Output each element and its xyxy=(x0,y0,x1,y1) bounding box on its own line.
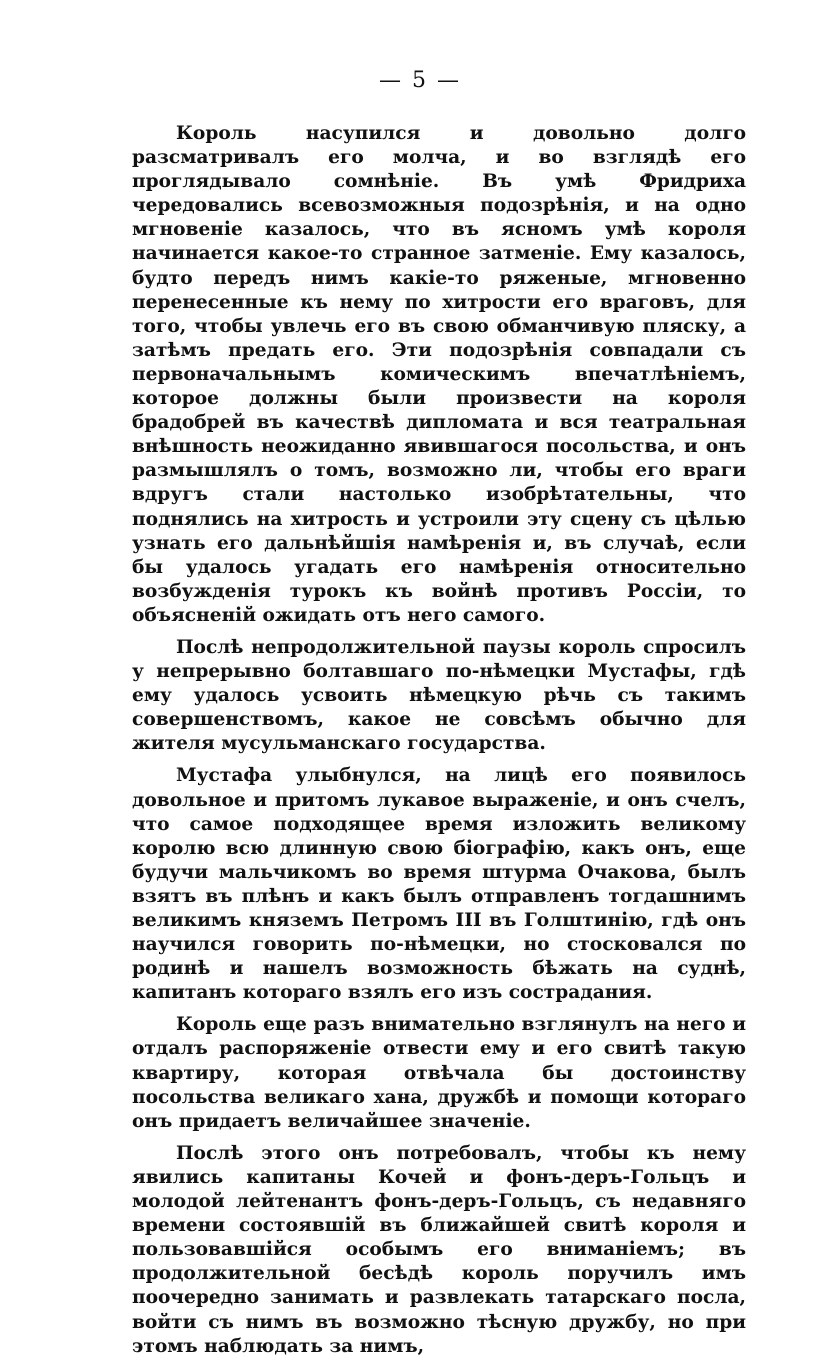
paragraph-5: Послѣ этого онъ потребовалъ, чтобы къ нему явились капитаны Кочей и фонъ-деръ-Гольцъ и молодой лейтенантъ фонъ-деръ-Гольцъ, съ недавняго времени состоявшій въ ближайшей свитѣ короля и пользовавшійся особымъ его вниманіемъ; въ продолжительной бесѣдѣ король поручилъ имъ поочередно занимать и развлекать татарскаго посла, войти съ нимъ въ возможно тѣсную дружбу, но при этомъ наблюдать за нимъ, xyxy=(132,1142,746,1357)
paragraph-1: Король насупился и довольно долго разсматривалъ его молча, и во взглядѣ его проглядывало сомнѣніе. Въ умѣ Фридриха чередовались всевозможныя подозрѣнія, и на одно мгновеніе казалось, что въ ясномъ умѣ короля начинается какое-то странное затменіе. Ему казалось, будто передъ нимъ какіе-то ряженые, мгновенно перенесенные къ нему по хитрости его враговъ, для того, чтобы увлечь его въ свою обманчивую пляску, а затѣмъ предать его. Эти подозрѣнія совпадали съ первоначальнымъ комическимъ впечатлѣніемъ, которое должны были произвести на короля брадобрей въ качествѣ дипломата и вся театральная внѣшность неожиданно явившагося посольства, и онъ размышлялъ о томъ, возможно ли, чтобы его враги вдругъ стали настолько изобрѣтательны, что поднялись на хитрость и устроили эту сцену съ цѣлью узнать его дальнѣйшія намѣренія и, въ случаѣ, если бы удалось угадать его намѣренія относительно возбужденія турокъ къ войнѣ противъ Россіи, то объясненій ожидать отъ него самого. xyxy=(132,123,746,626)
body-text xyxy=(132,122,746,1367)
page-number: — 5 — xyxy=(379,68,461,93)
paragraph-3: Мустафа улыбнулся, на лицѣ его появилось довольное и притомъ лукавое выраженіе, и онъ счелъ, что самое подходящее время изложить великому королю всю длинную свою біографію, какъ онъ, еще будучи мальчикомъ во время штурма Очакова, былъ взятъ въ плѣнъ и какъ былъ отправленъ тогдашнимъ великимъ княземъ Петромъ III въ Голштинію, гдѣ онъ научился говорить по-нѣмецки, но стосковался по родинѣ и нашелъ возможность бѣжать на суднѣ, капитанъ котораго взялъ его изъ сострадания. xyxy=(132,765,746,1004)
paragraph-4: Король еще разъ внимательно взглянулъ на него и отдалъ распоряженіе отвести ему и его свитѣ такую квартиру, которая отвѣчала бы достоинству посольства великаго хана, дружбѣ и помощи котораго онъ придаетъ величайшее значеніе. xyxy=(132,1014,746,1132)
paragraph-2: Послѣ непродолжительной паузы король спросилъ у непрерывно болтавшаго по-нѣмецки Мустафы, гдѣ ему удалось усвоить нѣмецкую рѣчь съ такимъ совершенствомъ, какое не совсѣмъ обычно для жителя мусульманскаго государства. xyxy=(132,636,746,755)
